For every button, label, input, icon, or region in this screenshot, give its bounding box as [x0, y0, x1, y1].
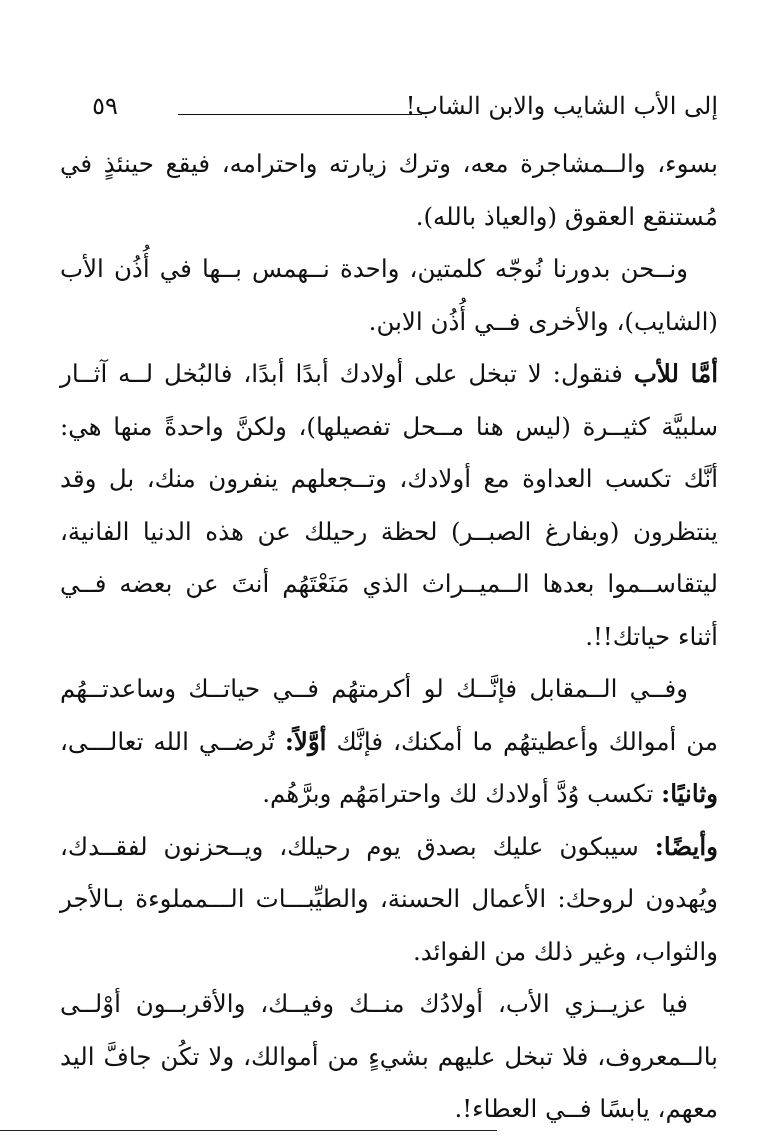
- paragraph-1: [60, 138, 718, 243]
- running-title: إلى الأب الشايب والابن الشاب!: [405, 92, 718, 120]
- running-header: [60, 86, 718, 126]
- paragraph-4: [60, 663, 718, 821]
- paragraph-2: [60, 243, 718, 348]
- paragraph-1-text: بسوء، والــمشاجرة معه، وترك زيارته واحترامه، فيقع حينئذٍ في مُستنقع العقوق (والعياذ بالله).: [60, 149, 718, 231]
- paragraph-4-second-label: وثانيًا:: [661, 779, 718, 808]
- paragraph-6-text: فيا عزيــزي الأب، أولادُك منــك وفيــك، والأقربــون أوْلــى بالــمعروف، فلا تبخل عليهم بشيءٍ من أموالك، ولا تكُن جافَّ اليد معهم، يابسًا فــي العطاء!.: [60, 989, 718, 1123]
- paragraph-4-first-label: أوَّلاً:: [284, 726, 327, 756]
- paragraph-4-text-c: تكسب وُدَّ أولادك لك واحترامَهُم وبرَّهُم.: [262, 779, 662, 808]
- paragraph-3-lead: أمَّا للأب: [633, 359, 719, 388]
- paragraph-4-text-b: تُرضــي الله تعالـــى،: [60, 726, 285, 756]
- header-rule: [178, 114, 422, 115]
- paragraph-5-lead: وأيضًا:: [654, 831, 718, 861]
- paragraph-5: [60, 821, 718, 979]
- paragraph-4-text-a: وفــي الــمقابل فإنَّــك لو أكرمتهُم فــي حياتــك وساعدتــهُم من أموالك وأعطيتهُم ما أمكنك، فإنَّك: [60, 674, 719, 756]
- body-text: [60, 138, 718, 1136]
- paragraph-3-text: فنقول: لا تبخل على أولادك أبدًا أبدًا، فالبُخل لــه آثــار سلبيَّة كثيــرة (ليس هنا مــحل تفصيلها)، ولكنَّ واحدةً منها هي: أنَّك تكسب العداوة مع أولادك، وتــجعلهم ينفرون منك، بل وقد ينتظرون (وبفارغ الصبــر) لحظة رحيلك عن هذه الدنيا الفانية، ليتقاســموا بعدها الــميــراث الذي مَنَعْتَهُم أنتَ عن بعضه فــي أثناء حياتك!!.: [60, 359, 718, 651]
- paragraph-3: [60, 348, 718, 663]
- paragraph-5-text: سيبكون عليك بصدق يوم رحيلك، ويــحزنون لفقــدك، ويُهدون لروحك: الأعمال الحسنة، والطيِّبـــات الـــمملوءة بـالأجر والثواب، وغير ذلك من الفوائد.: [60, 831, 718, 966]
- paragraph-2-text: ونــحن بدورنا نُوجّه كلمتين، واحدة نــهمس بــها في أُذُن الأب (الشايب)، والأخرى فــي أُذُن الابن.: [60, 254, 718, 336]
- paragraph-6: [60, 978, 718, 1136]
- page-number: ٥٩: [92, 92, 118, 120]
